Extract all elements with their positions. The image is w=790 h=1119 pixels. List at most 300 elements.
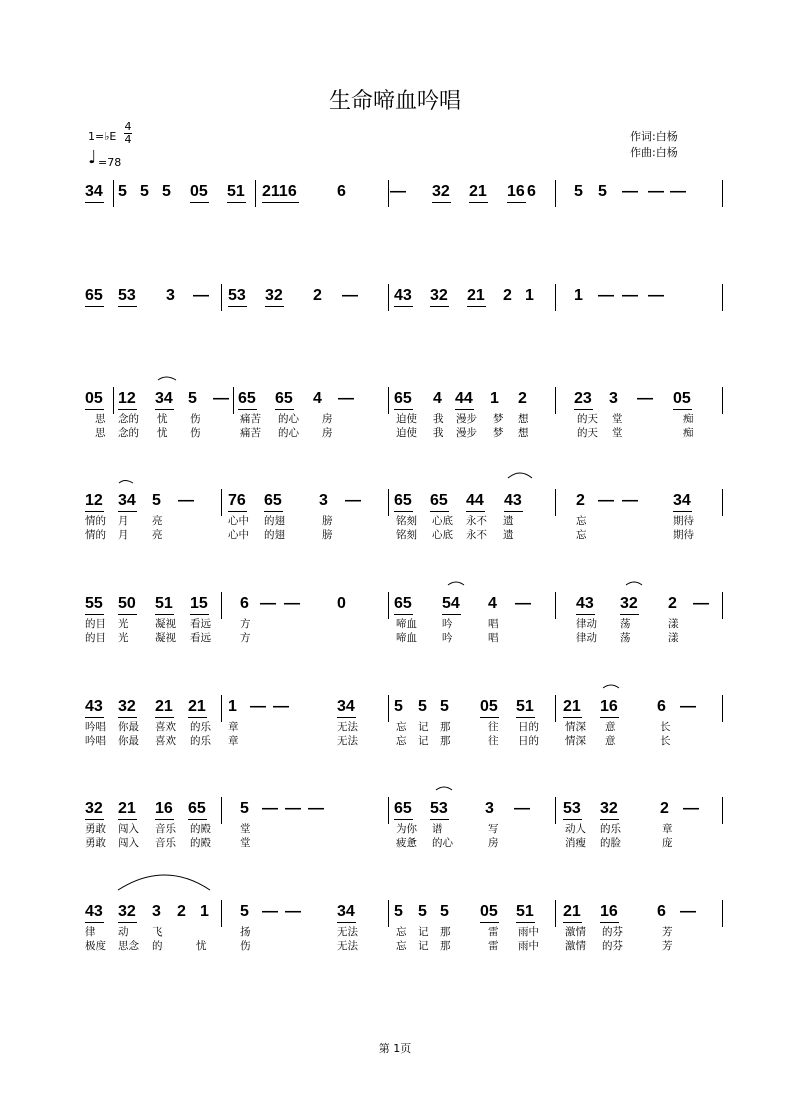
beam-underline: [155, 819, 174, 820]
lyric-verse-1: 亮: [152, 515, 163, 527]
beam-underline: [480, 922, 499, 923]
lyric-verse-2: 房: [488, 837, 499, 849]
note: 1: [574, 287, 583, 304]
note: 2: [660, 800, 669, 817]
note: 5: [418, 698, 427, 715]
note: 21: [118, 800, 136, 817]
beam-underline: [469, 202, 488, 203]
beam-underline: [430, 511, 449, 512]
lyric-verse-2: 音乐: [155, 837, 176, 849]
beam-underline: [455, 409, 474, 410]
lyric-verse-1: 唱: [488, 618, 499, 630]
beam-underline: [516, 922, 535, 923]
lyric-verse-2: 梦: [493, 427, 504, 439]
beam-underline: [394, 306, 413, 307]
barline: [722, 900, 723, 927]
lyric-verse-2: 的殿: [190, 837, 211, 849]
lyric-verse-1: 心中: [228, 515, 249, 527]
beam-underline: [432, 202, 451, 203]
beam-underline: [118, 306, 137, 307]
lyric-verse-1: 章: [228, 721, 239, 733]
beam-underline: [600, 717, 619, 718]
lyric-verse-2: 思: [95, 427, 106, 439]
lyric-verse-2: 月: [118, 529, 129, 541]
note: 1: [490, 390, 499, 407]
lyric-verse-1: 往: [488, 721, 499, 733]
note: 65: [394, 595, 412, 612]
barline: [221, 900, 222, 927]
slur-arc: [508, 473, 532, 478]
lyric-verse-2: 情的: [85, 529, 106, 541]
note: 5: [440, 698, 449, 715]
note: 12: [85, 492, 103, 509]
barline: [221, 284, 222, 311]
lyric-verse-1: 记: [418, 926, 429, 938]
quarter-note-icon: ♩: [88, 147, 97, 168]
barline: [722, 180, 723, 207]
note: 34: [673, 492, 691, 509]
note: 5: [598, 183, 607, 200]
note: 44: [466, 492, 484, 509]
lyric-verse-2: 喜欢: [155, 735, 176, 747]
note: —: [680, 698, 696, 715]
lyric-verse-2: 的: [152, 940, 163, 952]
beam-underline: [673, 511, 692, 512]
beam-underline: [228, 511, 247, 512]
lyric-verse-2: 吟: [442, 632, 453, 644]
lyric-verse-2: 无法: [337, 940, 358, 952]
beam-underline: [118, 409, 137, 410]
note: 51: [516, 903, 534, 920]
lyric-verse-1: 忘: [396, 721, 407, 733]
barline: [555, 180, 556, 207]
note: 65: [264, 492, 282, 509]
barline: [555, 797, 556, 824]
note: 53: [118, 287, 136, 304]
note: 23: [574, 390, 592, 407]
lyric-verse-2: 记: [418, 940, 429, 952]
lyric-verse-1: 凝视: [155, 618, 176, 630]
barline: [388, 900, 389, 927]
note: —: [622, 183, 638, 200]
barline: [221, 592, 222, 619]
note: 34: [118, 492, 136, 509]
barline: [113, 180, 114, 207]
note: 0: [337, 595, 346, 612]
lyric-verse-2: 的目: [85, 632, 106, 644]
note: —: [390, 183, 406, 200]
lyric-verse-2: 记: [418, 735, 429, 747]
lyric-verse-1: 的乐: [190, 721, 211, 733]
lyric-verse-1: 情的: [85, 515, 106, 527]
beam-underline: [576, 614, 595, 615]
note: —: [308, 800, 324, 817]
barline: [221, 489, 222, 516]
note: 6: [657, 698, 666, 715]
note: 51: [155, 595, 173, 612]
note: 12: [118, 390, 136, 407]
note: 05: [480, 903, 498, 920]
note: 5: [440, 903, 449, 920]
lyric-verse-2: 无法: [337, 735, 358, 747]
lyric-verse-1: 的心: [278, 413, 299, 425]
lyric-verse-2: 思念: [118, 940, 139, 952]
lyric-verse-1: 的殿: [190, 823, 211, 835]
lyric-verse-1: 喜欢: [155, 721, 176, 733]
lyric-verse-1: 飞: [152, 926, 163, 938]
barline: [555, 695, 556, 722]
lyric-verse-2: 迫使: [396, 427, 417, 439]
lyric-verse-1: 忘: [576, 515, 587, 527]
lyric-verse-2: 情深: [565, 735, 586, 747]
lyric-verse-1: 吟唱: [85, 721, 106, 733]
note: 43: [576, 595, 594, 612]
note: 5: [574, 183, 583, 200]
lyric-verse-2: 痴: [683, 427, 694, 439]
note: —: [345, 492, 361, 509]
beam-underline: [238, 409, 257, 410]
lyric-verse-1: 的翅: [264, 515, 285, 527]
note: 44: [455, 390, 473, 407]
lyric-verse-1: 为你: [396, 823, 417, 835]
beam-underline: [262, 202, 299, 203]
note: 32: [265, 287, 283, 304]
note: —: [273, 698, 289, 715]
note: 55: [85, 595, 103, 612]
lyric-verse-1: 雨中: [518, 926, 539, 938]
lyric-verse-2: 章: [228, 735, 239, 747]
beam-underline: [394, 614, 413, 615]
lyric-verse-2: 长: [660, 735, 671, 747]
lyric-verse-1: 永不: [466, 515, 487, 527]
lyric-verse-2: 心中: [228, 529, 249, 541]
note: 34: [155, 390, 173, 407]
lyric-verse-1: 念的: [118, 413, 139, 425]
note: 50: [118, 595, 136, 612]
lyric-verse-1: 看远: [190, 618, 211, 630]
lyric-verse-2: 我: [433, 427, 444, 439]
slur-arc: [436, 787, 452, 790]
note: 6: [657, 903, 666, 920]
beam-underline: [85, 409, 104, 410]
beam-underline: [155, 614, 174, 615]
slur-arc: [603, 685, 619, 688]
beam-underline: [673, 409, 692, 410]
beam-underline: [394, 819, 413, 820]
lyric-verse-1: 无法: [337, 926, 358, 938]
note: 21: [467, 287, 485, 304]
lyric-verse-2: 伤: [190, 427, 201, 439]
lyric-verse-1: 扬: [240, 926, 251, 938]
note: —: [648, 183, 664, 200]
barline: [555, 900, 556, 927]
note: —: [683, 800, 699, 817]
lyric-verse-2: 方: [240, 632, 251, 644]
note: 6: [527, 183, 536, 200]
note: 51: [516, 698, 534, 715]
note: 2116: [262, 183, 297, 200]
note: 5: [118, 183, 127, 200]
lyric-verse-1: 勇敢: [85, 823, 106, 835]
note: 16: [507, 183, 525, 200]
lyric-verse-1: 痛苦: [240, 413, 261, 425]
beam-underline: [227, 202, 246, 203]
note: 34: [85, 183, 103, 200]
note: 2: [668, 595, 677, 612]
note: —: [260, 595, 276, 612]
note: 2: [576, 492, 585, 509]
beam-underline: [600, 922, 619, 923]
lyric-verse-2: 激情: [565, 940, 586, 952]
beam-underline: [394, 511, 413, 512]
beam-underline: [190, 614, 209, 615]
beam-underline: [188, 819, 207, 820]
lyric-verse-2: 忧: [196, 940, 207, 952]
beam-underline: [188, 717, 207, 718]
lyric-verse-2: 疲惫: [396, 837, 417, 849]
barline: [722, 695, 723, 722]
slur-arc: [158, 377, 176, 380]
barline: [388, 592, 389, 619]
lyric-verse-2: 那: [440, 735, 451, 747]
lyric-verse-1: 堂: [240, 823, 251, 835]
note: —: [693, 595, 709, 612]
beam-underline: [563, 717, 582, 718]
lyric-verse-1: 光: [118, 618, 129, 630]
note: 4: [433, 390, 442, 407]
beam-underline: [480, 717, 499, 718]
lyric-verse-2: 意: [605, 735, 616, 747]
note: 4: [488, 595, 497, 612]
note: 32: [620, 595, 638, 612]
note: —: [637, 390, 653, 407]
lyric-verse-2: 的脸: [600, 837, 621, 849]
lyric-verse-1: 的天: [577, 413, 598, 425]
beam-underline: [85, 511, 104, 512]
lyric-verse-1: 漾: [668, 618, 679, 630]
beam-underline: [563, 922, 582, 923]
beam-underline: [620, 614, 639, 615]
beam-underline: [265, 306, 284, 307]
lyric-verse-1: 我: [433, 413, 444, 425]
note: 5: [140, 183, 149, 200]
note: 6: [337, 183, 346, 200]
beam-underline: [504, 511, 523, 512]
beam-underline: [430, 819, 449, 820]
barline: [555, 284, 556, 311]
note: 32: [118, 903, 136, 920]
note: —: [515, 595, 531, 612]
lyric-verse-1: 你最: [118, 721, 139, 733]
beam-underline: [118, 922, 137, 923]
note: —: [342, 287, 358, 304]
lyric-verse-2: 漫步: [456, 427, 477, 439]
note: 3: [166, 287, 175, 304]
lyric-verse-1: 谱: [432, 823, 443, 835]
beam-underline: [85, 819, 104, 820]
tempo-marking: =78: [98, 156, 122, 169]
lyric-verse-2: 雨中: [518, 940, 539, 952]
lyric-verse-1: 律动: [576, 618, 597, 630]
lyric-verse-2: 膀: [322, 529, 333, 541]
lyric-verse-2: 遗: [503, 529, 514, 541]
note: 43: [504, 492, 522, 509]
note: 53: [228, 287, 246, 304]
note: —: [213, 390, 229, 407]
note: 32: [600, 800, 618, 817]
beam-underline: [394, 409, 413, 410]
lyric-verse-1: 芳: [662, 926, 673, 938]
lyric-verse-2: 心底: [432, 529, 453, 541]
note: —: [285, 903, 301, 920]
note: 76: [228, 492, 246, 509]
lyric-verse-2: 想: [518, 427, 529, 439]
note: —: [598, 287, 614, 304]
lyric-verse-1: 膀: [322, 515, 333, 527]
note: 5: [152, 492, 161, 509]
lyric-verse-2: 的心: [278, 427, 299, 439]
lyric-verse-1: 的目: [85, 618, 106, 630]
barline: [221, 695, 222, 722]
beam-underline: [118, 717, 137, 718]
lyric-verse-2: 吟唱: [85, 735, 106, 747]
note: 5: [394, 903, 403, 920]
beam-underline: [507, 202, 526, 203]
composer-credit: 作曲:白杨: [630, 146, 678, 159]
note: 05: [480, 698, 498, 715]
note: 2: [518, 390, 527, 407]
beam-underline: [516, 717, 535, 718]
lyric-verse-2: 的乐: [190, 735, 211, 747]
lyric-verse-2: 忘: [396, 735, 407, 747]
note: 51: [227, 183, 245, 200]
note: 5: [394, 698, 403, 715]
note: 5: [418, 903, 427, 920]
lyric-verse-1: 的芬: [602, 926, 623, 938]
lyric-verse-1: 的乐: [600, 823, 621, 835]
barline: [555, 387, 556, 414]
lyric-verse-1: 迫使: [396, 413, 417, 425]
lyric-verse-2: 的翅: [264, 529, 285, 541]
beam-underline: [275, 409, 294, 410]
barline: [722, 489, 723, 516]
slur-arc: [118, 875, 210, 890]
lyric-verse-2: 光: [118, 632, 129, 644]
lyric-verse-1: 痴: [683, 413, 694, 425]
lyric-verse-2: 铭刻: [396, 529, 417, 541]
lyric-verse-1: 吟: [442, 618, 453, 630]
note: 1: [228, 698, 237, 715]
lyric-verse-1: 心底: [432, 515, 453, 527]
lyric-verse-1: 律: [85, 926, 96, 938]
barline: [555, 592, 556, 619]
lyric-verse-1: 梦: [493, 413, 504, 425]
song-title: 生命啼血吟唱: [328, 89, 461, 114]
note: 16: [600, 903, 618, 920]
lyric-verse-2: 唱: [488, 632, 499, 644]
lyric-verse-2: 你最: [118, 735, 139, 747]
note: 53: [430, 800, 448, 817]
lyric-verse-1: 方: [240, 618, 251, 630]
lyric-verse-1: 荡: [620, 618, 631, 630]
lyric-verse-1: 记: [418, 721, 429, 733]
note: —: [250, 698, 266, 715]
note: 32: [432, 183, 450, 200]
note: 65: [394, 800, 412, 817]
beam-underline: [563, 819, 582, 820]
note: 6: [240, 595, 249, 612]
note: —: [622, 287, 638, 304]
lyric-verse-2: 的芬: [602, 940, 623, 952]
note: 43: [85, 698, 103, 715]
beam-underline: [85, 717, 104, 718]
beam-underline: [118, 819, 137, 820]
note: 16: [155, 800, 173, 817]
barline: [722, 797, 723, 824]
slur-arc: [119, 481, 133, 484]
lyric-verse-2: 荡: [620, 632, 631, 644]
lyric-verse-1: 期待: [673, 515, 694, 527]
lyric-verse-2: 凝视: [155, 632, 176, 644]
beam-underline: [118, 614, 137, 615]
note: 15: [190, 595, 208, 612]
lyric-verse-2: 消瘦: [565, 837, 586, 849]
time-signature: 4 4: [124, 120, 132, 146]
note: 53: [563, 800, 581, 817]
lyric-verse-1: 无法: [337, 721, 358, 733]
note: 3: [609, 390, 618, 407]
lyric-verse-2: 啼血: [396, 632, 417, 644]
barline: [388, 489, 389, 516]
beam-underline: [442, 614, 461, 615]
lyric-verse-2: 堂: [612, 427, 623, 439]
barline: [388, 797, 389, 824]
lyric-verse-1: 漫步: [456, 413, 477, 425]
lyric-verse-1: 堂: [612, 413, 623, 425]
barline: [388, 695, 389, 722]
note: 21: [563, 698, 581, 715]
note: 21: [469, 183, 487, 200]
beam-underline: [155, 409, 174, 410]
note: 4: [313, 390, 322, 407]
note: 21: [563, 903, 581, 920]
beam-underline: [118, 511, 137, 512]
note: 5: [162, 183, 171, 200]
lyric-verse-1: 激情: [565, 926, 586, 938]
barline: [113, 387, 114, 414]
note: 2: [313, 287, 322, 304]
note: 5: [188, 390, 197, 407]
lyric-verse-2: 念的: [118, 427, 139, 439]
note: 34: [337, 698, 355, 715]
lyric-verse-1: 啼血: [396, 618, 417, 630]
beam-underline: [467, 306, 486, 307]
lyric-verse-2: 伤: [240, 940, 251, 952]
lyric-verse-2: 勇敢: [85, 837, 106, 849]
flat-icon: ♭: [104, 130, 110, 143]
lyric-verse-1: 意: [605, 721, 616, 733]
lyric-verse-2: 庞: [662, 837, 673, 849]
note: 65: [188, 800, 206, 817]
lyric-verse-1: 思: [95, 413, 106, 425]
beam-underline: [466, 511, 485, 512]
lyric-verse-1: 想: [518, 413, 529, 425]
lyric-verse-2: 期待: [673, 529, 694, 541]
beam-underline: [85, 306, 104, 307]
lyric-verse-2: 漾: [668, 632, 679, 644]
lyric-verse-1: 房: [322, 413, 333, 425]
barline: [555, 489, 556, 516]
